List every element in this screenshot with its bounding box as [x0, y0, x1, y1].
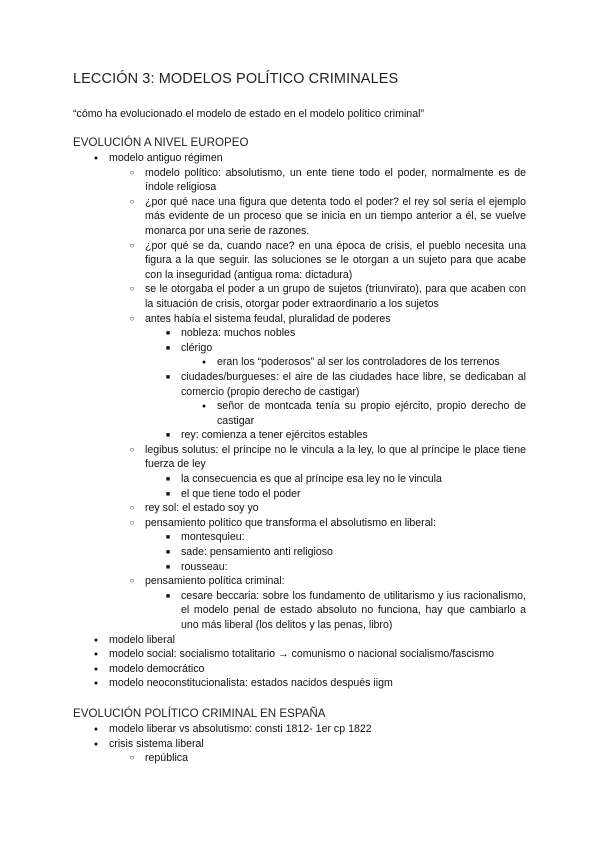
list-item-text: antes había el sistema feudal, pluralidad de poderes — [145, 312, 391, 325]
list-item — [73, 151, 526, 166]
bullet-marker — [126, 195, 138, 211]
list-item — [73, 239, 526, 283]
list-item-text: rey sol: el estado soy yo — [145, 502, 259, 515]
list-item — [73, 751, 526, 766]
list-item-text: ¿por qué se da, cuando nace? en una época de crisis, el pueblo necesita una figura a la que seguir. las soluciones se le otorgan a un sujeto para que acabe con la inseguridad (antigua roma: dictadura) — [145, 239, 526, 281]
bullet-marker — [126, 443, 138, 459]
list-item — [73, 355, 526, 370]
outline-list-spain — [73, 722, 526, 766]
list-item — [73, 341, 526, 356]
list-item — [73, 428, 526, 443]
list-item — [73, 589, 526, 633]
list-item — [73, 737, 526, 752]
list-item-text: clérigo — [181, 341, 213, 354]
bullet-marker — [126, 166, 138, 182]
bullet-marker — [126, 751, 138, 767]
lesson-quote: “cómo ha evolucionado el modelo de estado en el modelo político criminal” — [73, 108, 424, 120]
list-item-text: pensamiento política criminal: — [145, 575, 285, 588]
bullet-marker — [126, 312, 138, 328]
list-item — [73, 487, 526, 502]
list-item-text: señor de montcada tenía su propio ejército, propio derecho de castigar — [217, 400, 526, 427]
list-item-text: legibus solutus: el príncipe no le vincula a la ley, lo que al príncipe le place tiene fuerza de ley — [145, 443, 526, 471]
list-item-text: pensamiento político que transforma el absolutismo en liberal: — [145, 516, 436, 529]
list-item — [73, 662, 526, 677]
list-item-text: modelo neoconstitucionalista: estados nacidos después iigm — [109, 677, 393, 690]
list-item — [73, 166, 526, 195]
list-item-text: crisis sistema liberal — [109, 737, 204, 750]
list-item-text: el que tiene todo el poder — [181, 487, 301, 500]
outline-list-europe — [73, 151, 526, 691]
list-item — [73, 443, 526, 472]
list-item — [73, 560, 526, 575]
list-item-text: la consecuencia es que al príncipe esa ley no le vincula — [181, 473, 442, 486]
list-item-text: rey: comienza a tener ejércitos estables — [181, 429, 368, 442]
list-item-text: modelo liberal — [109, 633, 175, 646]
list-item-text: modelo liberar vs absolutismo: consti 1812- 1er cp 1822 — [109, 723, 372, 735]
list-item-text: ¿por qué nace una figura que detenta todo el poder? el rey sol sería el ejemplo más evidente de un proceso que se inicia en un tiempo anterior a él, se vuelve monarca por una serie de razones. — [145, 195, 526, 237]
list-item — [73, 516, 526, 531]
list-item — [73, 676, 526, 691]
list-item-text: cesare beccaria: sobre los fundamento de utilitarismo y ius racionalismo, el modelo penal de estado absoluto no funciona, hay que cambiarlo a uno más liberal (los delitos y las penas, libro) — [181, 589, 526, 631]
list-item — [73, 647, 526, 662]
list-item-text: república — [145, 752, 188, 765]
list-item — [73, 370, 526, 399]
list-item-text: montesquieu: — [181, 531, 245, 544]
list-item-text: modelo político: absolutismo, un ente tiene todo el poder, normalmente es de índole religiosa — [145, 166, 526, 194]
list-item-text: rousseau: — [181, 560, 228, 573]
list-item — [73, 312, 526, 327]
list-item — [73, 545, 526, 560]
list-item-text: modelo antiguo régimen — [109, 152, 223, 164]
list-item — [73, 722, 526, 737]
list-item-text: eran los “poderosos” al ser los controladores de los terrenos — [217, 356, 500, 369]
bullet-marker — [198, 399, 210, 416]
list-item — [73, 326, 526, 341]
bullet-marker — [126, 501, 138, 517]
bullet-marker — [90, 676, 102, 693]
bullet-marker — [126, 516, 138, 532]
bullet-marker — [126, 574, 138, 590]
page-title: LECCIÓN 3: MODELOS POLÍTICO CRIMINALES — [73, 71, 399, 87]
list-item — [73, 472, 526, 487]
list-item-text: nobleza: muchos nobles — [181, 327, 296, 340]
list-item-text: sade: pensamiento anti religioso — [181, 546, 333, 559]
list-item-text: modelo social: socialismo totalitario → comunismo o nacional socialismo/fascismo — [109, 648, 495, 661]
list-item — [73, 195, 526, 239]
bullet-marker — [126, 239, 138, 255]
list-item — [73, 399, 526, 428]
list-item — [73, 501, 526, 516]
list-item — [73, 530, 526, 545]
list-item — [73, 633, 526, 648]
list-item-text: modelo democrático — [109, 662, 205, 675]
bullet-marker — [126, 282, 138, 298]
list-item — [73, 282, 526, 311]
list-item-text: ciudades/burgueses: el aire de las ciudades hace libre, se dedicaban al comercio (propio derecho de castigar) — [181, 370, 526, 398]
bullet-marker — [162, 370, 174, 387]
list-item — [73, 574, 526, 589]
section-heading-europe: EVOLUCIÓN A NIVEL EUROPEO — [73, 136, 249, 149]
section-heading-spain: EVOLUCIÓN POLÍTICO CRIMINAL EN ESPAÑA — [73, 707, 326, 720]
list-item-text: se le otorgaba el poder a un grupo de sujetos (triunvirato), para que acaben con la situación de crisis, otorgar poder extraordinario a los sujetos — [145, 283, 526, 310]
bullet-marker — [162, 589, 174, 606]
